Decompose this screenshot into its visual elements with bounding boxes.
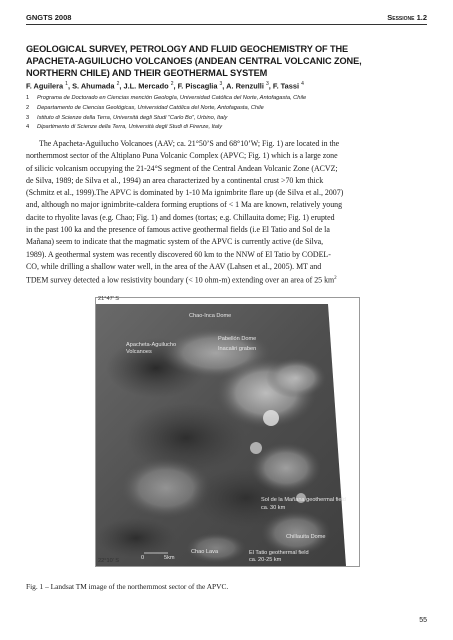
affiliation-text: Istituto di Scienze della Terra, Università degli Studi “Carlo Bo”, Urbino, Italy <box>37 114 228 121</box>
affiliation-list <box>26 94 431 133</box>
label-volcanoes: Volcanoes <box>126 349 152 355</box>
title-line-2: APACHETA-AGUILUCHO VOLCANOES (ANDEAN CENTRAL VOLCANIC ZONE, <box>26 55 362 66</box>
title-line-1: GEOLOGICAL SURVEY, PETROLOGY AND FLUID GEOCHEMISTRY OF THE <box>26 44 349 54</box>
affiliation-number: 1 <box>26 95 30 101</box>
body-paragraph <box>26 138 428 286</box>
author-affiliation-mark: 4 <box>301 81 304 87</box>
author: A. Renzulli <box>226 81 264 91</box>
label-chao-inca-dome: Chao-Inca Dome <box>189 313 232 319</box>
body-line: dacite to rhyolite lavas (e.g. Chao; Fig. 1) and domes (tortas; e.g. Chillauita dome; Fig. 1) erupted <box>26 212 335 222</box>
body-line: Mañana) seem to indicate that the magmatic system of the APVC is currently active (de Silva, <box>26 237 324 247</box>
scale-km: 5km <box>164 555 175 561</box>
label-pabellon-dome: Pabellón Dome <box>218 336 257 342</box>
body-line: and, although no major ignimbrite-caldera forming eruptions of < 1 Ma are known, relatively young <box>26 200 343 210</box>
affiliation-text: Departamento de Ciencias Geológicas, Universidad Católica del Norte, Antofagasta, Chile <box>37 104 264 111</box>
author-affiliation-mark: 2 <box>116 81 120 87</box>
affiliation-number: 2 <box>26 104 30 111</box>
label-inacaliri-graben: Inacaliri graben <box>218 346 257 352</box>
coordinate-top: 21°47’ S <box>98 296 120 302</box>
body-line: 1989). A geothermal system was recently discovered 60 km to the NNW of El Tatio by CODEL- <box>26 249 331 259</box>
body-line: The Apacheta-Aguilucho Volcanoes (AAV; ca. 21°50’S and 68°10’W; Fig. 1) are located in the <box>39 139 340 148</box>
affiliation-number: 3 <box>26 114 30 121</box>
label-sol-distance: ca. 30 km <box>261 505 286 511</box>
affiliation <box>26 114 431 124</box>
affiliation <box>26 104 431 114</box>
author: J.L. Mercado <box>123 81 169 91</box>
body-line: in the past 100 ka and the presence of famous active geothermal fields (i.e El Tatio and Sol de la <box>26 225 330 235</box>
author: S. Ahumada <box>72 81 115 91</box>
header-rule <box>26 24 427 25</box>
label-sol-de-la-manana: Sol de la Mañana geothermal field <box>261 497 346 503</box>
affiliation-text: Dipartimento di Scienze della Terra, Università degli Studi di Firenze, Italy <box>37 124 223 131</box>
label-tatio-distance: ca. 20-25 km <box>249 557 282 563</box>
author-affiliation-mark: 3 <box>219 81 223 87</box>
label-el-tatio: El Tatio geothermal field <box>249 550 309 556</box>
body-line: CO, while drilling a shallow water well, in the area of the AAV (Lahsen et al., 2005). MT and <box>26 261 322 271</box>
affiliation-text: Programa de Doctorado en Ciencias mención Geología, Universidad Católica del Norte, Antofagasta, Chile <box>37 95 307 101</box>
author: F. Aguilera <box>26 81 64 91</box>
header-left: GNGTS 2008 <box>26 13 72 22</box>
superscript: 2 <box>334 276 337 282</box>
author-affiliation-mark: 2 <box>170 81 174 87</box>
body-line: (Schmitz et al., 1999).The APVC is dominated by 1-10 Ma ignimbrite flare up (de Silva et al., 2007) <box>26 188 344 198</box>
page-number: 55 <box>419 617 427 624</box>
affiliation <box>26 94 431 104</box>
body-line: de Silva, 1989; de Silva et al., 1994) an area characterized by a continental crust >70 km thick <box>26 175 324 185</box>
body-line-text: TDEM survey detected a low resistivity boundary (< 10 ohm-m) extending over an area of 25 km <box>26 275 335 285</box>
author: F. Piscaglia <box>177 81 218 91</box>
label-chao-lava: Chao Lava <box>191 549 219 555</box>
body-line <box>26 273 428 285</box>
author-list: F. Aguilera $^1$, S. Ahumada $^2$, J.L. Mercado $^2$, F. Piscaglia $^3$, A. Renzulli $^3$, F. Tassi $^4$ <box>26 81 304 91</box>
title-line-3: NORTHERN CHILE) AND THEIR GEOTHERMAL SYSTEM <box>26 67 268 78</box>
paper-title <box>26 44 426 79</box>
label-chillauita-dome: Chillauita Dome <box>286 534 326 540</box>
landsat-image <box>95 297 360 567</box>
scale-zero: 0 <box>141 555 145 561</box>
label-apacheta-aguilucho: Apacheta-Aguilucho <box>126 342 177 348</box>
figure-caption: Fig. 1 – Landsat TM image of the northernmost sector of the APVC. <box>26 582 229 591</box>
author-affiliation-mark: 1 <box>65 81 68 87</box>
body-line: northernmost sector of the Altiplano Puna Volcanic Complex (APVC; Fig. 1) which is a large zone <box>26 151 338 161</box>
header-right: Sessione 1.2 <box>387 13 427 22</box>
author: F. Tassi <box>272 81 300 91</box>
author-affiliation-mark: 3 <box>265 81 269 87</box>
coordinate-bottom: 22°10’ S <box>98 558 120 564</box>
affiliation-number: 4 <box>26 124 30 131</box>
affiliation <box>26 123 431 133</box>
body-line: of silicic volcanism occupying the 21-24°S segment of the Central Andean Volcanic Zone (ACVZ; <box>26 163 338 173</box>
